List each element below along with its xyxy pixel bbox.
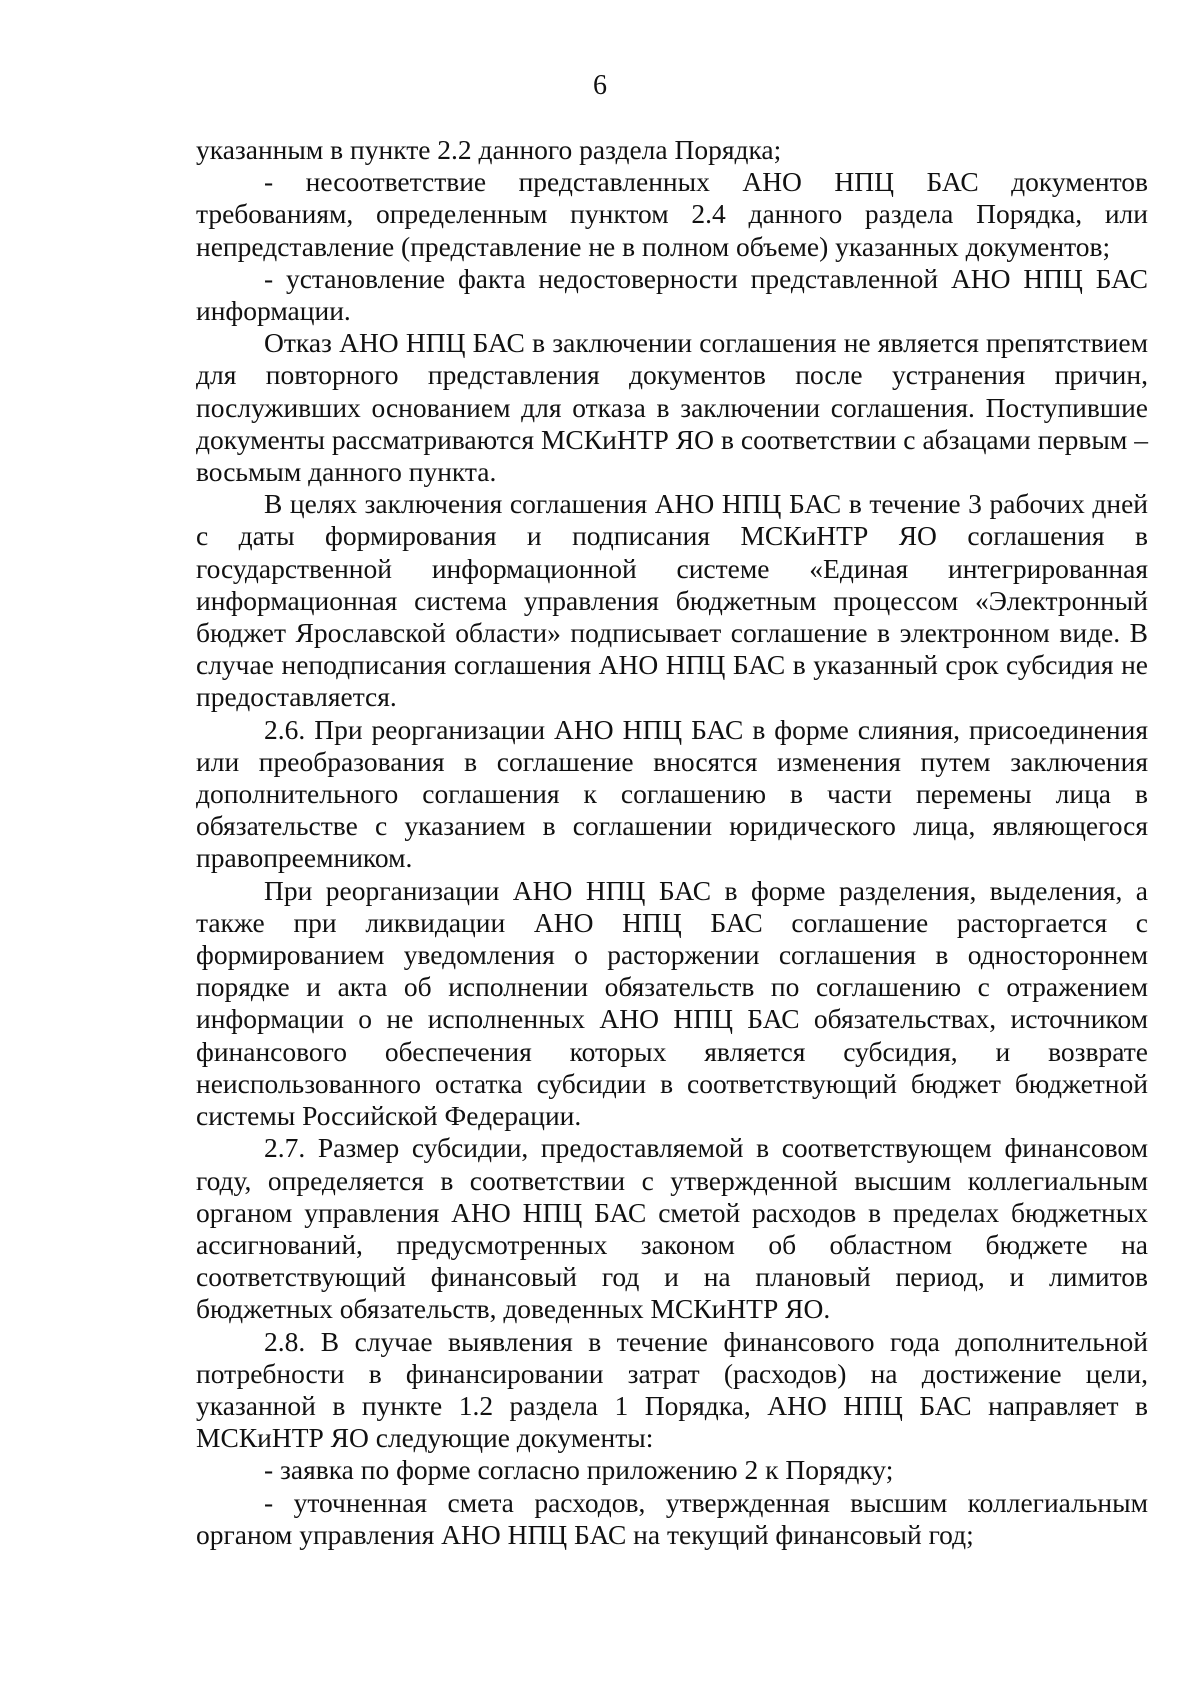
page-number: 6 — [593, 70, 607, 101]
paragraph: - несоответствие представленных АНО НПЦ БАС документов требованиям, определенным пунктом 2.4 данного раздела Порядка, или непредставление (представление не в полном объеме) указанных документов; — [196, 166, 1148, 262]
paragraph: 2.8. В случае выявления в течение финансового года дополнительной потребности в финансировании затрат (расходов) на достижение цели, указанной в пункте 1.2 раздела 1 Порядка, АНО НПЦ БАС направляет в МСКиНТР ЯО следующие документы: — [196, 1325, 1148, 1454]
paragraph: При реорганизации АНО НПЦ БАС в форме разделения, выделения, а также при ликвидации АНО НПЦ БАС соглашение расторгается с формированием уведомления о расторжении соглашения в одностороннем порядке и акта об исполнении обязательств по соглашению с отражением информации о не исполненных АНО НПЦ БАС обязательствах, источником финансового обеспечения которых является субсидия, и возврате неиспользованного остатка субсидии в соответствующий бюджет бюджетной системы Российской Федерации. — [196, 874, 1148, 1132]
paragraph: - установление факта недостоверности представленной АНО НПЦ БАС информации. — [196, 262, 1148, 327]
document-body — [196, 134, 1148, 1551]
paragraph: 2.6. При реорганизации АНО НПЦ БАС в форме слияния, присоединения или преобразования в соглашение вносятся изменения путем заключения дополнительного соглашения к соглашению в части перемены лица в обязательстве с указанием в соглашении юридического лица, являющегося правопреемником. — [196, 713, 1148, 874]
paragraph: указанным в пункте 2.2 данного раздела Порядка; — [196, 134, 782, 165]
paragraph: - заявка по форме согласно приложению 2 к Порядку; — [264, 1454, 894, 1486]
paragraph: 2.7. Размер субсидии, предоставляемой в соответствующем финансовом году, определяется в соответствии с утвержденной высшим коллегиальным органом управления АНО НПЦ БАС сметой расходов в пределах бюджетных ассигнований, предусмотренных законом об областном бюджете на соответствующий финансовый год и на плановый период, и лимитов бюджетных обязательств, доведенных МСКиНТР ЯО. — [196, 1132, 1148, 1325]
paragraph: - уточненная смета расходов, утвержденная высшим коллегиальным органом управления АНО НПЦ БАС на текущий финансовый год; — [196, 1486, 1148, 1550]
paragraph: В целях заключения соглашения АНО НПЦ БАС в течение 3 рабочих дней с даты формирования и подписания МСКиНТР ЯО соглашения в государственной информационной системе «Единая интегрированная информационная система управления бюджетным процессом «Электронный бюджет Ярославской области» подписывает соглашение в электронном виде. В случае неподписания соглашения АНО НПЦ БАС в указанный срок субсидия не предоставляется. — [196, 488, 1148, 713]
paragraph: Отказ АНО НПЦ БАС в заключении соглашения не является препятствием для повторного представления документов после устранения причин, послуживших основанием для отказа в заключении соглашения. Поступившие документы рассматриваются МСКиНТР ЯО в соответствии с абзацами первым – восьмым данного пункта. — [196, 327, 1148, 488]
